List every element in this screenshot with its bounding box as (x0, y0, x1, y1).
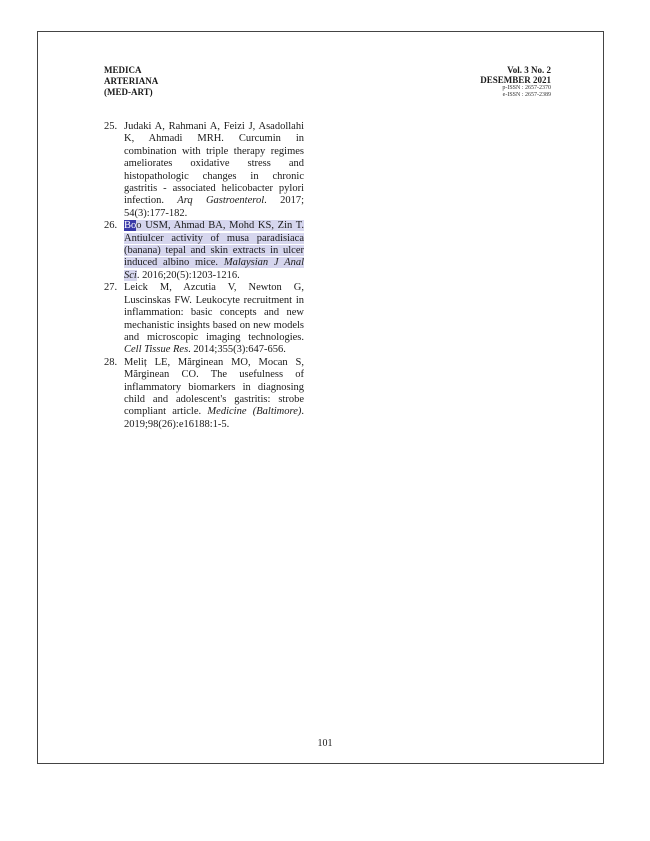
journal-name-line: MEDICA (104, 65, 142, 75)
journal-name-line: ARTERIANA (104, 76, 159, 86)
journal-abbreviation: (MED-ART) (104, 87, 153, 97)
reference-item (104, 282, 304, 356)
reference-text[interactable] (124, 357, 304, 431)
reference-text[interactable] (124, 282, 304, 356)
issue-date: DESEMBER 2021 (480, 75, 551, 85)
reference-text-selected[interactable] (124, 220, 304, 282)
volume-label: Vol. 3 No. 2 (507, 65, 551, 75)
journal-title: Arq Gastroenterol (177, 195, 265, 207)
reference-body: o USM, Ahmad BA, Mohd KS, Zin T. Antiulcer activity of musa paradisiaca (banana) tepal and skin extracts in ulcer induced albino mice. (124, 220, 304, 269)
reference-number: 28. (104, 356, 118, 368)
reference-details: . 2016;20(5):1203-1216. (136, 269, 240, 281)
reference-details: . 2014;355(3):647-656. (188, 344, 286, 356)
reference-body: Leick M, Azcutia V, Newton G, Luscinskas FW. Leukocyte recruitment in inflammation: basic concepts and new mechanistic insights based on new models and microscopic imaging technologies. (124, 282, 304, 343)
reference-details: . 2017; 54(3):177-182. (124, 195, 305, 219)
journal-title: Medicine (Baltimore) (207, 406, 302, 418)
reference-list (104, 121, 304, 431)
reference-item (104, 220, 304, 282)
journal-title: Malaysian J Anal Sci (124, 257, 304, 281)
reference-number: 25. (104, 121, 118, 132)
reference-number: 27. (104, 282, 118, 294)
reference-number: 26. (104, 220, 118, 232)
journal-title: Cell Tissue Res (124, 344, 189, 356)
journal-name (104, 65, 158, 98)
reference-item (104, 121, 304, 220)
e-issn: e-ISSN : 2657-2389 (502, 92, 551, 98)
reference-body: Meliț LE, Mărginean MO, Mocan S, Mărginean CO. The usefulness of inflammatory biomarkers in diagnosing child and adolescent's gastritis: strobe compliant article. (124, 356, 304, 418)
reference-details: . 2019;98(26):e16188:1-5. (124, 406, 304, 430)
page-number: 101 (317, 738, 333, 749)
reference-item (104, 357, 304, 431)
reference-body: Judaki A, Rahmani A, Feizi J, Asadollahi K, Ahmadi MRH. Curcumin in combination with triple therapy regimes ameliorates oxidative stress and histopathologic changes in chronic gastritis - associated helicobacter pylori infection. (124, 121, 304, 207)
p-issn: p-ISSN : 2657-2370 (502, 85, 551, 91)
issue-info (480, 65, 551, 99)
text-cursor-selection[interactable]: Bo (124, 220, 137, 232)
reference-text[interactable] (124, 121, 304, 220)
